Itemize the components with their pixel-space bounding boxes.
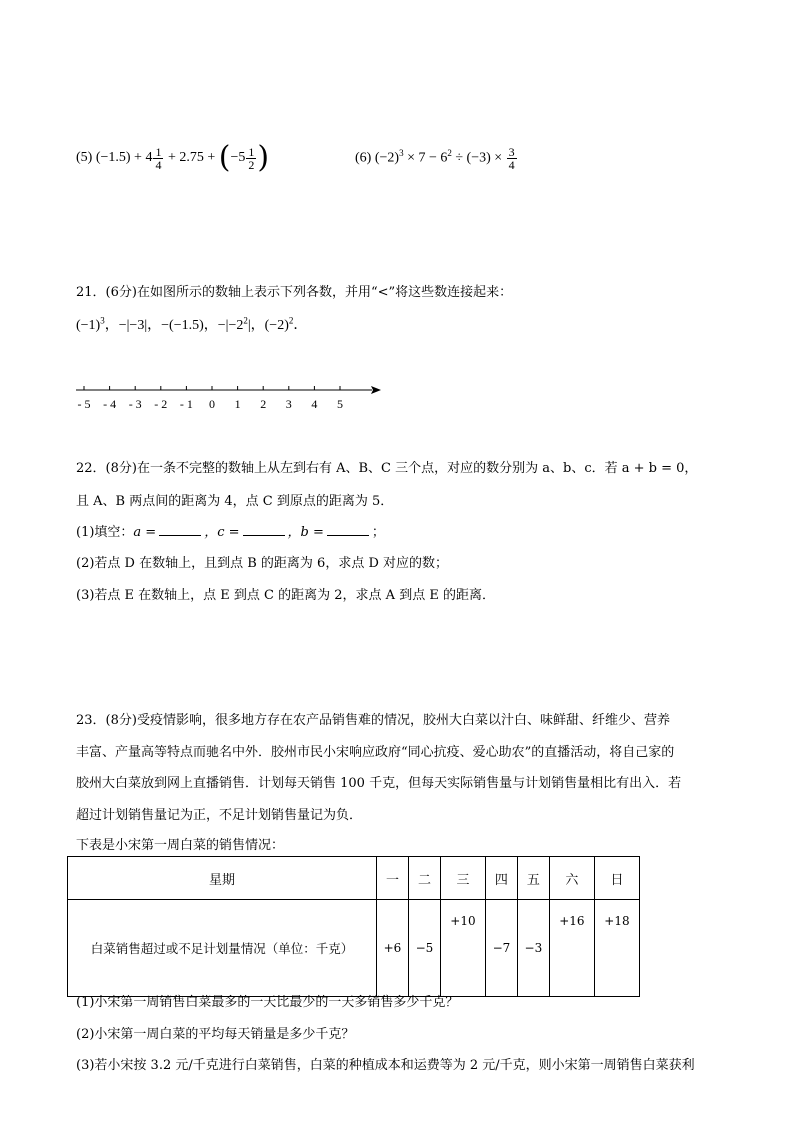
q22-part-2: (2)若点 D 在数轴上，且到点 B 的距离为 6，求点 D 对应的数；	[76, 556, 449, 571]
number-line	[70, 378, 390, 414]
table-cell-value: −7	[485, 900, 517, 997]
number-line-tick-label: 4	[311, 397, 318, 411]
sales-table	[67, 856, 640, 997]
expr6-part-b: × 7 − 6	[407, 150, 448, 166]
q23-part-2: (2)小宋第一周白菜的平均每天销量是多少千克？	[76, 1027, 355, 1042]
table-cell-value: +6	[377, 900, 409, 997]
expression-6	[355, 146, 518, 171]
expr5-label: (5)	[76, 150, 93, 166]
expr6-part-a: (−2)	[374, 150, 400, 166]
q22-line-2: 且 A、B 两点间的距离为 4，点 C 到原点的距离为 5．	[76, 494, 394, 509]
table-header-label: 星期	[68, 857, 377, 900]
q23-part-3: (3)若小宋按 3.2 元/千克进行白菜销售，白菜的种植成本和运费等为 2 元/千克，则小宋第一周销售白菜获利	[76, 1058, 695, 1073]
table-cell-value: +18	[594, 900, 639, 997]
answer-blank-c[interactable]	[243, 523, 285, 536]
number-line-arrow-icon	[371, 386, 381, 394]
number-line-tick-label: - 2	[154, 397, 168, 411]
table-header-day: 六	[549, 857, 594, 900]
expr6-exp-a: 3	[399, 148, 404, 159]
table-row	[68, 900, 640, 997]
number-line-tick-label: - 1	[179, 397, 193, 411]
table-row-label: 白菜销售超过或不足计划量情况（单位：千克）	[68, 900, 377, 997]
q22-label-c: ，c =	[204, 525, 240, 540]
table-header-day: 日	[594, 857, 639, 900]
table-header-day: 二	[408, 857, 440, 900]
table-header-day: 四	[485, 857, 517, 900]
number-line-tick-label: 0	[209, 397, 215, 411]
q22-label-a: a =	[133, 525, 157, 540]
table-header-day: 三	[440, 857, 485, 900]
table-header-day: 五	[517, 857, 549, 900]
expr6-label: (6)	[355, 150, 372, 166]
table-cell-value: +10	[440, 900, 485, 997]
expr5-inner: −5	[230, 150, 246, 166]
q21-title: 21．(6分)在如图所示的数轴上表示下列各数，并用“<”将这些数连接起来：	[76, 285, 513, 300]
table-cell-value: −3	[517, 900, 549, 997]
expression-5: (5) (−1.5) + 4 $\frac{1}{4}$ + 2.75 + (−5 $\frac{1}{2}$ )	[76, 140, 270, 175]
number-line-tick-label: 3	[285, 397, 292, 411]
q23-part-1: (1)小宋第一周销售白菜最多的一天比最少的一天多销售多少千克？	[76, 995, 459, 1010]
number-line-tick-label: - 3	[128, 397, 142, 411]
q22-label-b: ，b =	[287, 525, 324, 540]
number-line-tick-label: 1	[234, 397, 241, 411]
expr6-fraction: $\frac{3}{4}$	[508, 145, 515, 172]
table-cell-value: −5	[408, 900, 440, 997]
expr5-part-b: + 2.75 +	[167, 150, 216, 166]
table-header-row	[68, 857, 640, 900]
table-header-day: 一	[377, 857, 409, 900]
answer-blank-a[interactable]	[159, 523, 201, 536]
expr6-part-c: ÷ (−3) ×	[455, 150, 503, 166]
expr5-part-a: (−1.5) + 4	[95, 150, 153, 166]
q21-numbers: $(-1)^3$，−|−3|，−(−1.5)，$-|-2^2|$，$(-2)^2$．	[76, 315, 308, 333]
q22-line-1: 22．(8分)在一条不完整的数轴上从左到右有 A、B、C 三个点，对应的数分别为 a、b、c．若 a + b = 0，	[76, 461, 698, 476]
number-line-tick-label: 2	[260, 397, 267, 411]
q22-part-1: (1)填空：a = ，c = ，b = ；	[76, 525, 385, 540]
expr6-exp-b: 2	[447, 148, 452, 159]
table-cell-value: +16	[549, 900, 594, 997]
q22-part-3: (3)若点 E 在数轴上，点 E 到点 C 的距离为 2，求点 A 到点 E 的距离．	[76, 588, 495, 603]
q23-line-2: 丰富、产量高等特点而驰名中外．胶州市民小宋响应政府“同心抗疫、爱心助农”的直播活动，将自己家的	[76, 745, 675, 760]
q23-line-4: 超过计划销售量记为正，不足计划销售量记为负．	[76, 808, 363, 823]
expr5-fraction-2: $\frac{1}{2}$	[248, 144, 255, 172]
q23-table-intro: 下表是小宋第一周白菜的销售情况：	[76, 838, 285, 853]
expr5-fraction-1: $\frac{1}{4}$	[155, 144, 162, 172]
q22-part1-prefix: (1)填空：	[76, 525, 134, 540]
answer-blank-b[interactable]	[327, 523, 369, 536]
number-line-tick-label: - 5	[77, 397, 91, 411]
number-line-tick-label: - 4	[103, 397, 117, 411]
q23-line-1: 23．(8分)受疫情影响，很多地方存在农产品销售难的情况，胶州大白菜以汁白、味鲜甜、纤维少、营养	[76, 713, 670, 728]
q23-line-3: 胶州大白菜放到网上直播销售．计划每天销售 100 千克，但每天实际销售量与计划销售量相比有出入．若	[76, 776, 682, 791]
number-line-tick-label: 5	[337, 397, 343, 411]
